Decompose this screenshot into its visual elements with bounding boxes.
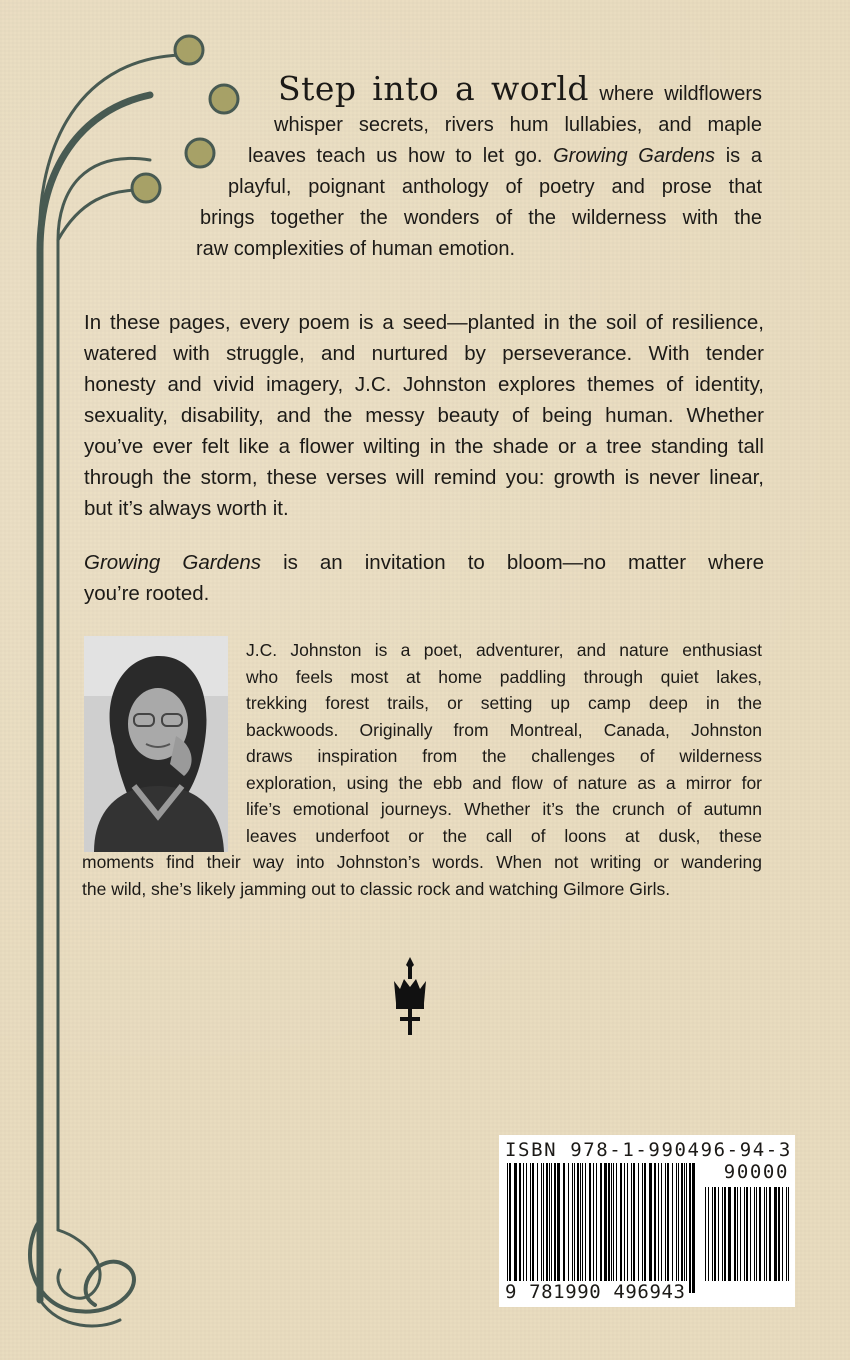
barcode-bar bbox=[633, 1163, 635, 1281]
barcode-bar bbox=[546, 1163, 548, 1281]
barcode-bar bbox=[507, 1163, 508, 1293]
barcode-digits: 9 781990 496943 bbox=[505, 1281, 686, 1303]
barcode-bar bbox=[661, 1163, 662, 1281]
lead-phrase: Step into a world bbox=[278, 69, 590, 108]
barcode-bar bbox=[568, 1163, 569, 1281]
barcode-bar bbox=[519, 1163, 521, 1281]
intro-paragraph bbox=[196, 69, 763, 265]
barcode-bar bbox=[654, 1163, 656, 1281]
barcode-bar bbox=[737, 1187, 738, 1281]
barcode-bar bbox=[744, 1187, 745, 1281]
barcode-bar bbox=[689, 1163, 691, 1293]
intro-line-2: whisper secrets, rivers hum lullabies, and maple bbox=[274, 114, 762, 136]
para3-line-1: Growing Gardens is an invitation to bloom—no matter where bbox=[84, 551, 764, 574]
body-paragraph-3 bbox=[84, 547, 764, 609]
barcode-bar bbox=[532, 1163, 534, 1281]
barcode-bar bbox=[631, 1163, 632, 1281]
barcode-bar bbox=[624, 1163, 625, 1281]
para2-line: you’ve ever felt like a flower wilting in the shade or a tree standing tall bbox=[84, 435, 764, 458]
barcode-bar bbox=[718, 1187, 719, 1281]
barcode-bar bbox=[756, 1187, 757, 1281]
barcode-bar bbox=[665, 1163, 666, 1281]
barcode-bar bbox=[712, 1187, 713, 1281]
barcode-bar bbox=[705, 1187, 706, 1281]
para2-line: through the storm, these verses will remind you: growth is never linear, bbox=[84, 466, 764, 489]
barcode-bar bbox=[778, 1187, 780, 1281]
price-code: 90000 bbox=[723, 1161, 789, 1183]
barcode-bar bbox=[549, 1163, 550, 1281]
barcode-bar bbox=[613, 1163, 614, 1281]
barcode-bar bbox=[746, 1187, 748, 1281]
publisher-crown-sword-icon bbox=[390, 955, 430, 1040]
barcode-bar bbox=[580, 1163, 581, 1281]
barcode-bar bbox=[627, 1163, 628, 1281]
barcode-bar bbox=[786, 1187, 787, 1281]
barcode-bar bbox=[750, 1187, 751, 1281]
barcode-bar bbox=[766, 1187, 767, 1281]
barcode-bar bbox=[782, 1187, 783, 1281]
barcode-bar bbox=[724, 1187, 726, 1281]
barcode-bar bbox=[676, 1163, 677, 1281]
isbn-label: ISBN 978-1-990496-94-3 bbox=[505, 1139, 792, 1161]
barcode-bar bbox=[600, 1163, 602, 1293]
bio-line: leaves underfoot or the call of loons at dusk, these bbox=[246, 825, 762, 846]
book-title: Growing Gardens bbox=[84, 551, 262, 574]
barcode-bar bbox=[537, 1163, 538, 1281]
bio-line: life’s emotional journeys. Whether it’s the crunch of autumn bbox=[246, 799, 762, 819]
barcode-bar bbox=[678, 1163, 679, 1281]
barcode-bar bbox=[574, 1163, 575, 1281]
para2-line: honesty and vivid imagery, J.C. Johnston explores themes of identity, bbox=[84, 373, 764, 396]
barcode-bar bbox=[714, 1187, 716, 1281]
barcode-bar bbox=[514, 1163, 517, 1281]
barcode-bar bbox=[672, 1163, 673, 1281]
bio-line: trekking forest trails, or setting up camp deep in the bbox=[246, 693, 762, 713]
barcode-bar bbox=[523, 1163, 524, 1281]
bio-line: the wild, she’s likely jamming out to classic rock and watching Gilmore Girls. bbox=[82, 878, 671, 899]
barcode-bar bbox=[649, 1163, 652, 1281]
barcode-bar bbox=[557, 1163, 560, 1281]
barcode-bar bbox=[596, 1163, 597, 1281]
barcode-bar bbox=[684, 1163, 685, 1281]
book-title: Growing Gardens bbox=[553, 145, 716, 167]
barcode-bar bbox=[582, 1163, 583, 1281]
bio-line: draws inspiration from the challenges of wilderness bbox=[246, 746, 762, 766]
para2-line: In these pages, every poem is a seed—planted in the soil of resilience, bbox=[84, 311, 764, 334]
para2-line: watered with struggle, and nurtured by perseverance. With tender bbox=[84, 342, 764, 365]
barcode-bar bbox=[620, 1163, 622, 1281]
intro-line-6: raw complexities of human emotion. bbox=[196, 238, 516, 260]
barcode-bar bbox=[554, 1163, 556, 1281]
barcode-bar bbox=[509, 1163, 511, 1293]
barcode-bar bbox=[667, 1163, 669, 1281]
bio-line: who feels most at home paddling through quiet lakes, bbox=[246, 666, 762, 687]
barcode-bar bbox=[589, 1163, 591, 1281]
bio-line: J.C. Johnston is a poet, adventurer, and nature enthusiast bbox=[246, 640, 762, 660]
barcode-bar bbox=[541, 1163, 542, 1281]
intro-line-1: Step into a world where wildflowers bbox=[278, 69, 762, 108]
para2-line: sexuality, disability, and the messy beauty of being human. Whether bbox=[84, 404, 764, 427]
barcode-bar bbox=[604, 1163, 607, 1293]
barcode-bar bbox=[734, 1187, 736, 1281]
barcode-bar bbox=[774, 1187, 777, 1281]
bio-line: exploration, using the ebb and flow of nature as a mirror for bbox=[246, 772, 762, 793]
barcode-bar bbox=[563, 1163, 565, 1281]
barcode-bar bbox=[593, 1163, 594, 1281]
barcode-bar bbox=[740, 1187, 741, 1281]
barcode-bar bbox=[658, 1163, 659, 1281]
barcode-bar bbox=[608, 1163, 610, 1281]
para2-line: but it’s always worth it. bbox=[84, 497, 289, 520]
body-paragraph-2 bbox=[84, 307, 764, 524]
barcode-bar bbox=[686, 1163, 687, 1281]
barcode-bar bbox=[585, 1163, 586, 1281]
barcode-bar bbox=[644, 1163, 646, 1281]
intro-line-3: leaves teach us how to let go. Growing Gardens is a bbox=[248, 145, 763, 167]
barcode-bar bbox=[722, 1187, 723, 1281]
barcode-bar bbox=[788, 1187, 789, 1281]
author-bio bbox=[82, 637, 762, 902]
intro-line-4: playful, poignant anthology of poetry and prose that bbox=[228, 176, 762, 198]
barcode-bar bbox=[530, 1163, 531, 1281]
barcode-bar bbox=[692, 1163, 695, 1293]
barcode-bar bbox=[642, 1163, 643, 1281]
barcode-bar bbox=[728, 1187, 731, 1281]
barcode-bar bbox=[572, 1163, 573, 1281]
barcode-bar bbox=[551, 1163, 552, 1281]
barcode-bar bbox=[754, 1187, 755, 1281]
barcode-bar bbox=[526, 1163, 527, 1281]
barcode-bar bbox=[681, 1163, 683, 1281]
barcode-bar bbox=[764, 1187, 765, 1281]
para3-line-2: you’re rooted. bbox=[84, 582, 210, 605]
intro-line-5: brings together the wonders of the wilderness with the bbox=[200, 207, 762, 229]
barcode-bar bbox=[611, 1163, 612, 1281]
barcode-bar bbox=[638, 1163, 639, 1281]
isbn-barcode bbox=[499, 1135, 795, 1307]
bio-line: backwoods. Originally from Montreal, Canada, Johnston bbox=[246, 719, 762, 740]
bio-line: moments find their way into Johnston’s words. When not writing or wandering bbox=[82, 852, 762, 872]
barcode-bar bbox=[759, 1187, 761, 1281]
barcode-bar bbox=[577, 1163, 579, 1281]
barcode-bar bbox=[769, 1187, 771, 1281]
barcode-bar bbox=[616, 1163, 617, 1281]
barcode-bar bbox=[708, 1187, 709, 1281]
barcode-bar bbox=[543, 1163, 544, 1281]
